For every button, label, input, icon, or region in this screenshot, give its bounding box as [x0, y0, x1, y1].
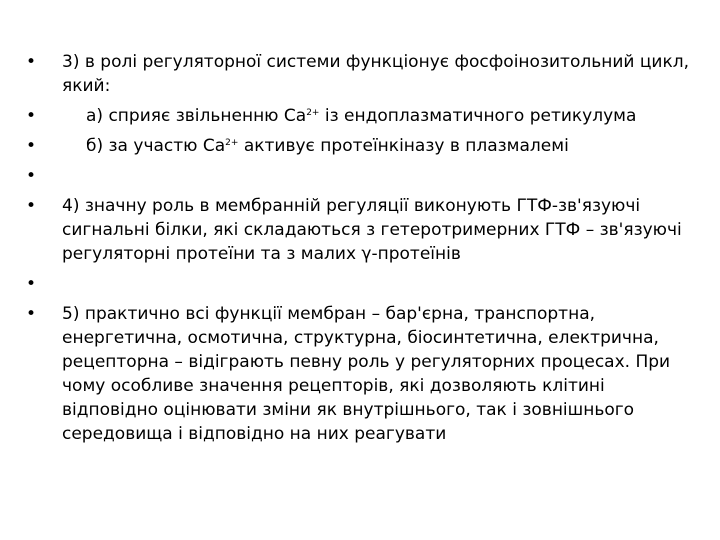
bullet-item-empty-2 [22, 272, 702, 296]
bullet-item-3b [22, 134, 702, 158]
bullet-item-3 [22, 50, 702, 98]
bullet-marker: • [26, 106, 37, 126]
bullet-item-5 [22, 302, 702, 446]
bullet-marker: • [26, 52, 37, 72]
bullet-marker: • [26, 136, 37, 156]
bullet-text: 3) в ролі регуляторної системи функціонує фосфоінозитольний цикл, який: [62, 52, 689, 96]
bullet-marker: • [26, 166, 37, 186]
bullet-text-tail: активує протеїнкіназу в плазмалемі [238, 136, 569, 156]
bullet-marker: • [26, 304, 37, 324]
bullet-list [22, 50, 702, 452]
bullet-marker: • [26, 196, 37, 216]
bullet-text: а) сприяє звільненню Ca [86, 106, 307, 126]
bullet-marker: • [26, 274, 37, 294]
bullet-text: б) за участю Ca [86, 136, 226, 156]
bullet-text: 4) значну роль в мембранній регуляції виконують ГТФ-зв'язуючі сигнальні білки, які складаються з гетеротримерних ГТФ – зв'язуючі регуляторні протеїни та з малих γ-протеїнів [62, 196, 682, 264]
bullet-item-4 [22, 194, 702, 266]
superscript-charge: 2+ [225, 138, 239, 148]
bullet-item-empty-1 [22, 164, 702, 188]
bullet-text: 5) практично всі функції мембран – бар'єрна, транспортна, енергетична, осмотична, структурна, біосинтетична, електрична, рецепторна – відіграють певну роль у регуляторних процесах. При чому особливе значення рецепторів, які дозволяють клітині відповідно оцінювати зміни як внутрішнього, так і зовнішнього середовища і відповідно на них реагувати [62, 304, 671, 444]
bullet-item-3a [22, 104, 702, 128]
superscript-charge: 2+ [306, 108, 320, 118]
bullet-text-tail: із ендоплазматичного ретикулума [319, 106, 637, 126]
